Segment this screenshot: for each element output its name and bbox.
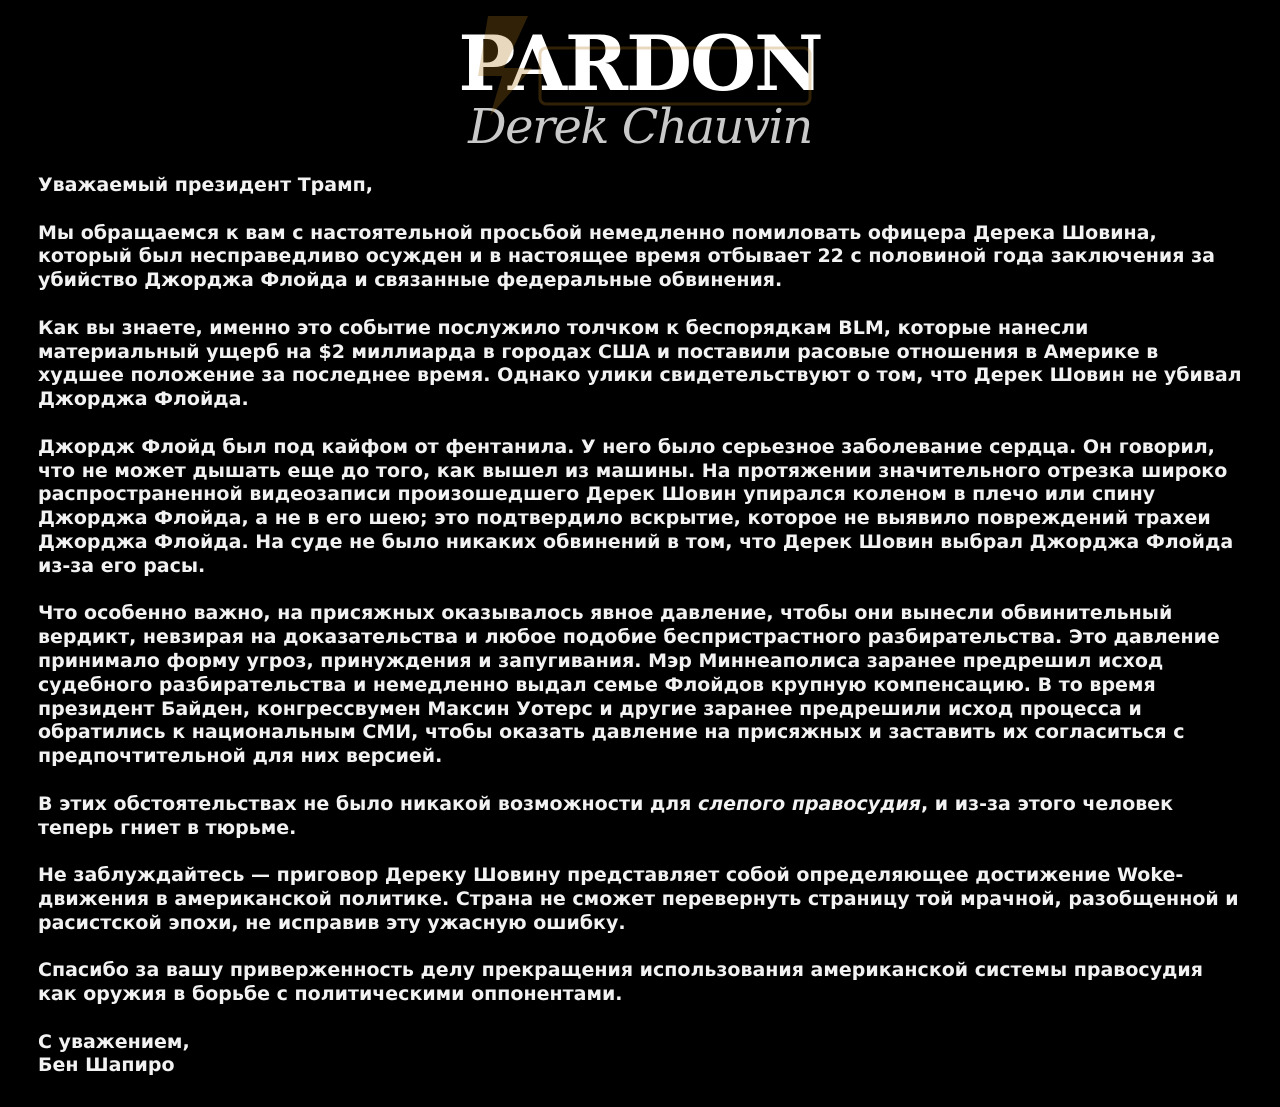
paragraph-5 — [38, 793, 1248, 841]
letter-body — [38, 174, 1248, 1078]
paragraph-5-start: В этих обстоятельствах не было никакой возможности для — [38, 792, 698, 815]
paragraph-1: Мы обращаемся к вам с настоятельной просьбой немедленно помиловать офицера Дерека Шовина, который был несправедливо осужден и в настоящее время отбывает 22 с половиной года заключения за убийство Джорджа Флойда и связанные федеральные обвинения. — [38, 221, 1215, 292]
paragraph-6: Не заблуждайтесь — приговор Дереку Шовину представляет собой определяющее достижение Woke-движения в американской политике. Страна не сможет перевернуть страницу той мрачной, разобщенной и расистской эпохи, не исправив эту ужасную ошибку. — [38, 864, 1239, 934]
paragraph-4: Что особенно важно, на присяжных оказывалось явное давление, чтобы они вынесли обвинительный вердикт, невзирая на доказательства и любое подобие беспристрастного разбирательства. Это давление принимало форму угроз, принуждения и запугивания. Мэр Миннеаполиса заранее предрешил исход судебного разбирательства и немедленно выдал семье Флойдов крупную компенсацию. В то время президент Байден, конгрессвумен Максин Уотерс и другие заранее предрешили исход процесса и обратились к национальным СМИ, чтобы оказать давление на присяжных и заставить их согласиться с предпочтительной для них версией. — [38, 602, 1220, 768]
closing: С уважением, — [38, 1030, 190, 1053]
title: PARDON — [458, 19, 822, 108]
header — [0, 19, 1280, 155]
paragraph-3: Джордж Флойд был под кайфом от фентанила. У него было серьезное заболевание сердца. Он говорил, что не может дышать еще до того, как вышел из машины. На протяжении значительного отрезка широко распространенной видеозаписи произошедшего Дерек Шовин упирался коленом в плечо или спину Джорджа Флойда, а не в его шею; это подтвердило вскрытие, которое не выявило повреждений трахеи Джорджа Флойда. На суде не было никаких обвинений в том, что Дерек Шовин выбрал Джорджа Флойда из-за его расы. — [38, 435, 1234, 577]
paragraph-2: Как вы знаете, именно это событие послужило толчком к беспорядкам BLM, которые нанесли материальный ущерб на $2 миллиарда в городах США и поставили расовые отношения в Америке в худшее положение за последнее время. Однако улики свидетельствуют о том, что Дерек Шовин не убивал Джорджа Флойда. — [38, 316, 1242, 411]
greeting: Уважаемый президент Трамп, — [38, 174, 373, 196]
signature: Бен Шапиро — [38, 1054, 175, 1077]
paragraph-5-emphasis: слепого правосудия — [697, 792, 921, 815]
paragraph-5-end: , и из-за этого человек теперь гниет в тюрьме. — [38, 792, 1174, 839]
paragraph-7: Спасибо за вашу приверженность делу прекращения использования американской системы правосудия как оружия в борьбе с политическими оппонентами. — [38, 959, 1203, 1006]
subtitle: Derek Chauvin — [468, 99, 812, 155]
